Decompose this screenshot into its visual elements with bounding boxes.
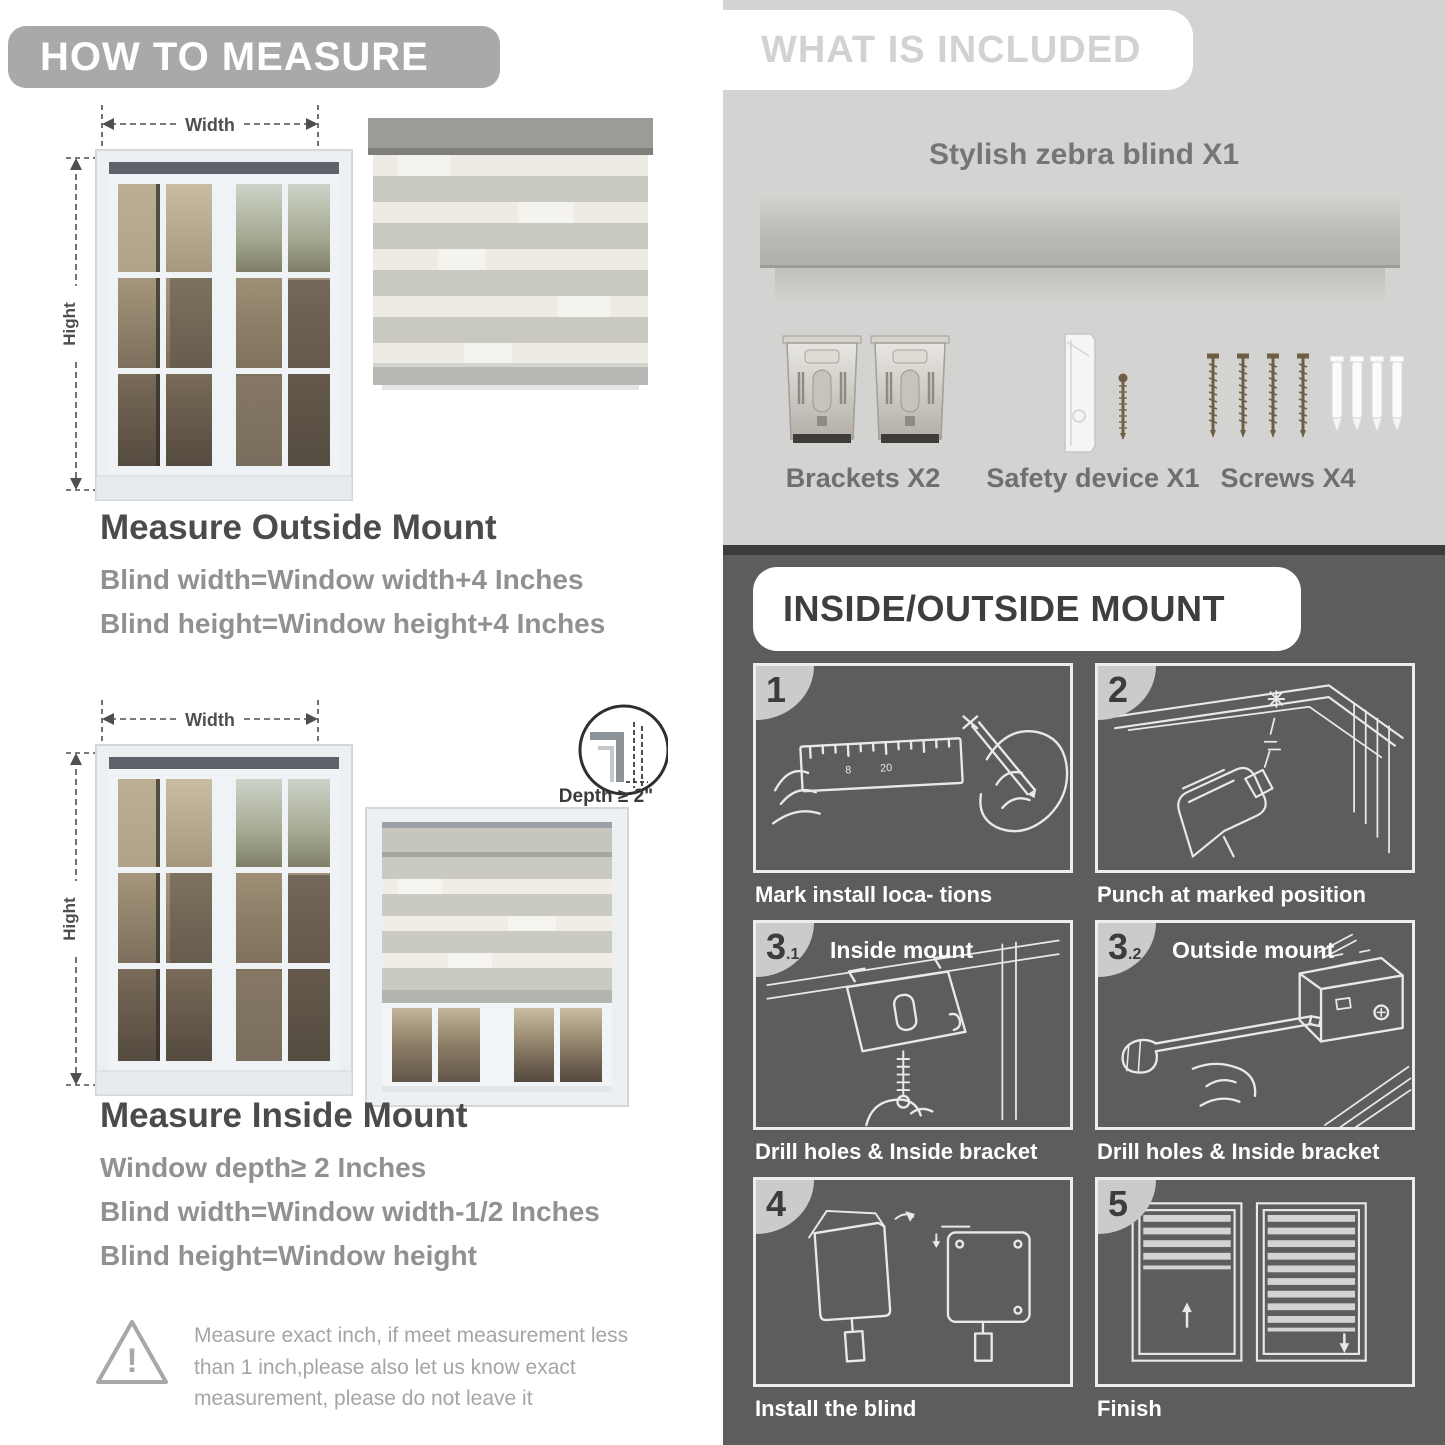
step-3-1 xyxy=(753,920,1073,1165)
what-is-included-header: WHAT IS INCLUDED xyxy=(723,10,1193,90)
step-2-card xyxy=(1095,663,1415,873)
height-label: Hight xyxy=(60,897,79,941)
width-label: Width xyxy=(185,710,235,730)
step-3-2-card xyxy=(1095,920,1415,1130)
step-2 xyxy=(1095,663,1415,908)
step-2-caption: Punch at marked position xyxy=(1097,882,1366,907)
step-3-2-title: Outside mount xyxy=(1172,937,1335,963)
step-3-1-title: Inside mount xyxy=(830,937,974,963)
height-label: Hight xyxy=(60,302,79,346)
step-1-caption: Mark install loca- tions xyxy=(755,882,993,907)
inside-mount-line1: Window depth≥ 2 Inches xyxy=(100,1152,427,1183)
outside-mount-heading: Measure Outside Mount xyxy=(100,508,497,547)
bracket-2 xyxy=(871,336,949,443)
measure-warning-note xyxy=(92,1316,657,1415)
blind-stripes xyxy=(373,155,648,363)
step-1 xyxy=(753,663,1073,908)
four-screws xyxy=(1207,356,1309,438)
how-to-measure-header: HOW TO MEASURE xyxy=(8,26,500,88)
bracket-1 xyxy=(783,336,861,443)
depth-label: Depth ≥ 2" xyxy=(558,786,654,807)
mount-header: INSIDE/OUTSIDE MOUNT xyxy=(753,567,1301,651)
step-number-badge: 2 xyxy=(1098,666,1156,720)
dark-divider-strip xyxy=(723,545,1445,555)
screws-label: Screws X4 xyxy=(1220,463,1356,493)
brackets-label: Brackets X2 xyxy=(785,463,941,493)
safety-device-icon xyxy=(1053,328,1153,458)
step-5 xyxy=(1095,1177,1415,1422)
step-3-1-card xyxy=(753,920,1073,1130)
step-4-caption: Install the blind xyxy=(755,1396,917,1421)
inside-mount-illustration xyxy=(358,690,668,1110)
step-3-1-caption: Drill holes & Inside bracket xyxy=(755,1139,1038,1164)
inside-mount-heading: Measure Inside Mount xyxy=(100,1096,468,1135)
width-label: Width xyxy=(185,115,235,135)
depth-detail-circle xyxy=(580,706,668,794)
right-panel xyxy=(723,0,1445,1445)
step-number-badge: 3.2 xyxy=(1098,923,1156,977)
outside-mount-line1: Blind width=Window width+4 Inches xyxy=(100,564,584,595)
safety-screw xyxy=(1119,374,1128,441)
safety-device-label: Safety device X1 xyxy=(986,463,1200,493)
screws-icon xyxy=(1201,348,1406,448)
step-1-card xyxy=(753,663,1073,873)
what-is-included-panel xyxy=(723,0,1445,545)
bracket-icon xyxy=(781,332,951,458)
product-label: Stylish zebra blind X1 xyxy=(928,138,1240,171)
step-number-badge: 4 xyxy=(756,1180,814,1234)
step-3-2-caption: Drill holes & Inside bracket xyxy=(1097,1139,1380,1164)
window-photo-illustration xyxy=(60,100,360,505)
how-to-measure-panel xyxy=(0,0,710,1445)
inside-mount-line3: Blind height=Window height xyxy=(100,1240,477,1271)
inside-mount-line2: Blind width=Window width-1/2 Inches xyxy=(100,1196,600,1227)
four-anchors xyxy=(1330,356,1404,432)
step-5-card xyxy=(1095,1177,1415,1387)
step-4-card xyxy=(753,1177,1073,1387)
warning-text: Measure exact inch, if meet measurement less than 1 inch,please also let us know exact measurement, please do not leave it xyxy=(194,1324,629,1410)
step-number-badge: 3.1 xyxy=(756,923,814,977)
svg-text:!: ! xyxy=(126,1342,138,1380)
mount-instructions-panel xyxy=(723,545,1445,1445)
outside-mount-line2: Blind height=Window height+4 Inches xyxy=(100,608,606,639)
blind-headrail-valance xyxy=(775,268,1385,304)
blind-headrail-image xyxy=(760,198,1400,268)
step-4 xyxy=(753,1177,1073,1422)
warning-triangle-icon xyxy=(92,1316,172,1388)
outside-mount-text-block xyxy=(100,508,605,652)
svg-text:8: 8 xyxy=(845,764,852,777)
inside-blind-stripes xyxy=(382,857,612,990)
zebra-blind-illustration xyxy=(368,118,653,390)
installation-steps-grid xyxy=(753,663,1415,1434)
step-5-caption: Finish xyxy=(1097,1396,1162,1421)
inside-mount-text-block xyxy=(100,1096,600,1284)
step-3-2 xyxy=(1095,920,1415,1165)
step-number-badge: 5 xyxy=(1098,1180,1156,1234)
step-number-badge: 1 xyxy=(756,666,814,720)
svg-text:20: 20 xyxy=(879,762,893,775)
window-photo-illustration xyxy=(60,695,360,1100)
